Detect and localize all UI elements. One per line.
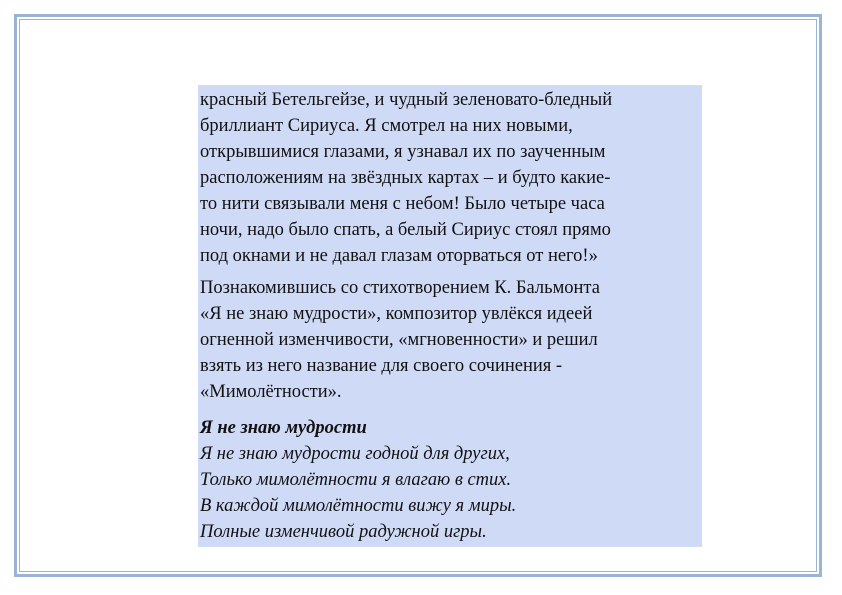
quote-paragraph: красный Бетельгейзе, и чудный зеленовато-бледный бриллиант Сириуса. Я смотрел на них новыми, открывшимися глазами, я узнавал их по заученным расположениям на звёздных картах – и будто какие- то нити связывали меня с небом! Было четыре часа ночи, надо было спать, а белый Сириус стоял прямо под окнами и не давал глазам оторваться от него!» [200, 90, 613, 266]
poem-line: В каждой мимолётности вижу я миры. [200, 496, 517, 516]
poem-line: Я не знаю мудрости годной для других, [200, 444, 510, 464]
text-box [198, 85, 702, 547]
intro-paragraph: Познакомившись со стихотворением К. Бальмонта «Я не знаю мудрости», композитор увлёкся идеей огненной изменчивости, «мгновенности» и решил взять из него название для своего сочинения - «Мимолётности». [200, 278, 600, 402]
poem-line: Полные изменчивой радужной игры. [200, 522, 487, 542]
poem-title: Я не знаю мудрости [200, 418, 367, 438]
poem-line: Только мимолётности я влагаю в стих. [200, 470, 512, 490]
